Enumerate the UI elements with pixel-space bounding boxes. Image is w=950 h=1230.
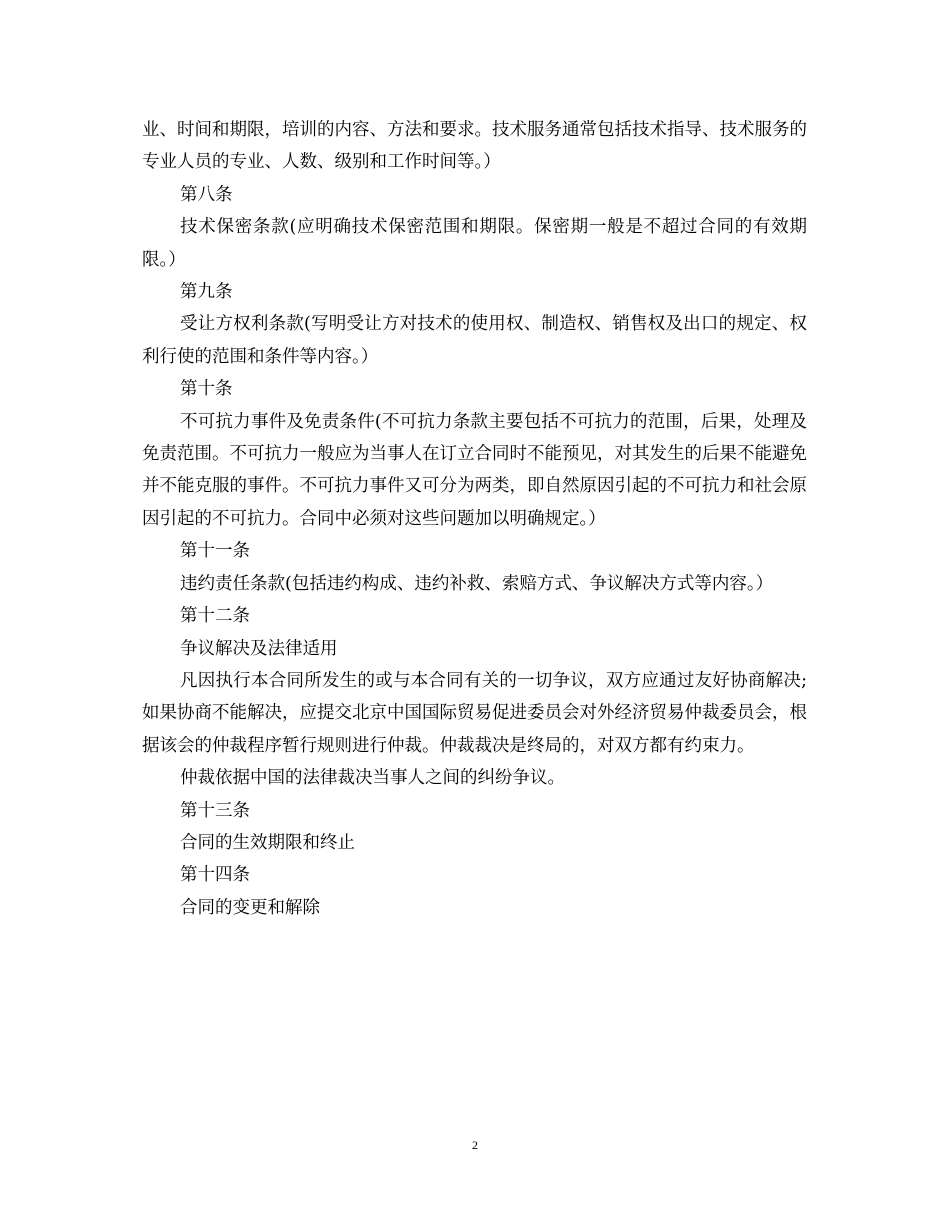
- article-13-heading: 第十三条: [180, 800, 250, 821]
- article-12-body: 凡因执行本合同所发生的或与本合同有关的一切争议，双方应通过友好协商解决;如果协商不能解决，应提交北京中国国际贸易促进委员会对外经济贸易仲裁委员会，根据该会的仲裁程序暂行规则进行仲裁。仲裁裁决是终局的，对双方都有约束力。: [142, 670, 807, 756]
- article-10-heading: 第十条: [180, 379, 233, 400]
- article-9-heading: 第九条: [180, 282, 233, 303]
- article-9-body: 受让方权利条款(写明受让方对技术的使用权、制造权、销售权及出口的规定、权利行使的范围和条件等内容。）: [142, 314, 807, 367]
- article-13-title: 合同的生效期限和终止: [180, 832, 355, 853]
- article-12-heading: 第十二条: [180, 606, 250, 627]
- article-14-heading: 第十四条: [180, 865, 250, 886]
- paragraph-continuation: 业、时间和期限，培训的内容、方法和要求。技术服务通常包括技术指导、技术服务的专业人员的专业、人数、级别和工作时间等。）: [142, 120, 807, 173]
- article-11-body: 违约责任条款(包括违约构成、违约补救、索赔方式、争议解决方式等内容。）: [180, 573, 774, 594]
- article-14-title: 合同的变更和解除: [180, 897, 320, 918]
- document-body: [142, 114, 807, 924]
- article-12-law: 仲裁依据中国的法律裁决当事人之间的纠纷争议。: [180, 768, 565, 789]
- article-8-body: 技术保密条款(应明确技术保密范围和期限。保密期一般是不超过合同的有效期限。）: [142, 217, 807, 270]
- article-11-heading: 第十一条: [180, 541, 250, 562]
- article-10-body: 不可抗力事件及免责条件(不可抗力条款主要包括不可抗力的范围，后果，处理及免责范围。不可抗力一般应为当事人在订立合同时不能预见，对其发生的后果不能避免并不能克服的事件。不可抗力事件又可分为两类，即自然原因引起的不可抗力和社会原因引起的不可抗力。合同中必须对这些问题加以明确规定。）: [142, 411, 807, 529]
- article-8-heading: 第八条: [180, 184, 233, 205]
- page-number: 2: [472, 1138, 478, 1152]
- article-12-title: 争议解决及法律适用: [180, 638, 338, 659]
